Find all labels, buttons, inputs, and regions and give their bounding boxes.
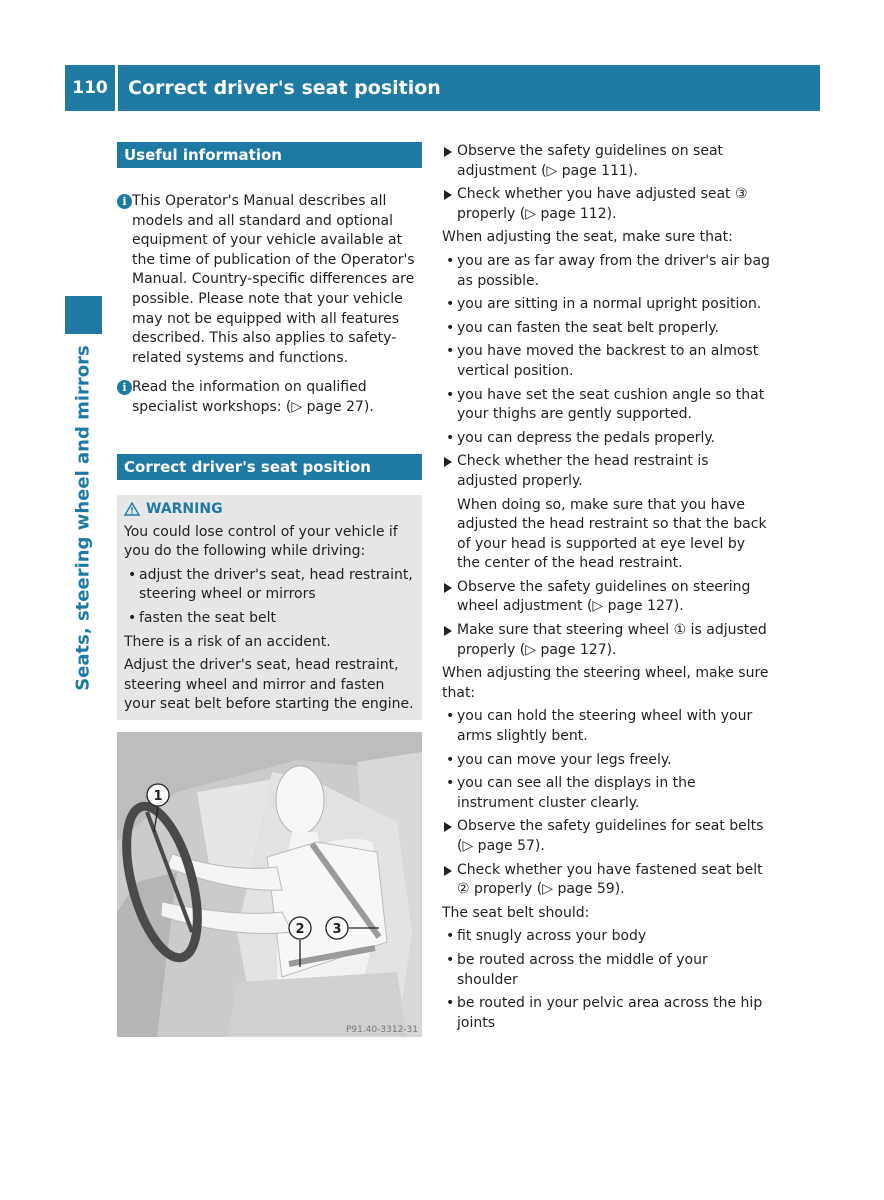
bullet-item: • you can depress the pedals properly. xyxy=(442,429,772,449)
figure-callout-1: 1 xyxy=(153,789,163,804)
warning-header xyxy=(124,499,415,519)
action-step: Check whether the head restraint is adjusted properly. xyxy=(442,452,772,491)
bullet-item: • you are as far away from the driver's air bag as possible. xyxy=(442,252,772,291)
bullet-item: • be routed across the middle of your shoulder xyxy=(442,951,772,990)
action-step: Check whether you have fastened seat belt ② properly (▷ page 59). xyxy=(442,861,772,900)
warning-intro: You could lose control of your vehicle if you do the following while driving: xyxy=(124,523,398,560)
paragraph: When adjusting the seat, make sure that: xyxy=(442,229,733,246)
action-step: Observe the safety guidelines on seat adjustment (▷ page 111). xyxy=(442,142,772,181)
bullet-item: • you have moved the backrest to an almost vertical position. xyxy=(442,342,772,381)
warning-triangle-icon xyxy=(124,502,140,516)
action-step: Make sure that steering wheel ① is adjusted properly (▷ page 127). xyxy=(442,621,772,660)
info-icon: i xyxy=(117,194,132,209)
bullet-item: • be routed in your pelvic area across the hip joints xyxy=(442,994,772,1033)
warning-title: WARNING xyxy=(146,500,223,517)
info-note-1-text: This Operator's Manual describes all models and all standard and optional equipment of your vehicle available at the time of publication of the Operator's Manual. Country-specific differences are possible. Please note that your vehicle may not be equipped with all features described. This also applies to safety-related systems and functions. xyxy=(132,193,415,366)
page-number: 110 xyxy=(65,65,115,111)
warning-risk: There is a risk of an accident. xyxy=(124,633,331,650)
driver-seat-illustration xyxy=(117,732,422,1037)
figure-callout-2: 2 xyxy=(295,922,305,937)
info-note-2-text: Read the information on qualified specialist workshops: (▷ page 27). xyxy=(132,379,374,415)
action-step: Check whether you have adjusted seat ③ properly (▷ page 112). xyxy=(442,185,772,224)
paragraph: The seat belt should: xyxy=(442,904,590,921)
bullet-item: • you can move your legs freely. xyxy=(442,751,772,771)
bullet-item: • you can hold the steering wheel with your arms slightly bent. xyxy=(442,707,772,746)
driver-seat-drawing xyxy=(117,732,422,1037)
left-column xyxy=(117,142,422,720)
paragraph: When adjusting the steering wheel, make sure that: xyxy=(442,665,769,701)
page-title: Correct driver's seat position xyxy=(118,65,820,111)
bullet-item: • you have set the seat cushion angle so that your thighs are gently supported. xyxy=(442,386,772,425)
info-icon: i xyxy=(117,380,132,395)
figure-code: P91.40-3312-31 xyxy=(345,1025,418,1035)
action-sub-paragraph: When doing so, make sure that you have adjusted the head restraint so that the back of your head is supported at eye level by the center of the head restraint. xyxy=(457,496,767,572)
right-column xyxy=(442,142,772,1037)
bullet-item: • you can fasten the seat belt properly. xyxy=(442,319,772,339)
bullet-item: • fit snugly across your body xyxy=(442,927,772,947)
info-note-1 xyxy=(117,192,422,368)
warning-bullet: • adjust the driver's seat, head restraint, steering wheel or mirrors xyxy=(124,566,415,605)
bullet-item: • you can see all the displays in the instrument cluster clearly. xyxy=(442,774,772,813)
chapter-side-label: Seats, steering wheel and mirrors xyxy=(72,345,94,691)
warning-bullet: • fasten the seat belt xyxy=(124,609,415,629)
action-step: Observe the safety guidelines on steering wheel adjustment (▷ page 127). xyxy=(442,578,772,617)
chapter-tab-marker xyxy=(65,296,102,334)
bullet-item: • you are sitting in a normal upright position. xyxy=(442,295,772,315)
useful-information-heading: Useful information xyxy=(117,142,422,168)
figure-callout-3: 3 xyxy=(332,922,342,937)
warning-advice: Adjust the driver's seat, head restraint, steering wheel and mirror and fasten your seat belt before starting the engine. xyxy=(124,657,414,713)
warning-box xyxy=(117,495,422,720)
action-step: Observe the safety guidelines for seat belts (▷ page 57). xyxy=(442,817,772,856)
info-note-2 xyxy=(117,378,422,417)
seat-position-heading: Correct driver's seat position xyxy=(117,454,422,480)
